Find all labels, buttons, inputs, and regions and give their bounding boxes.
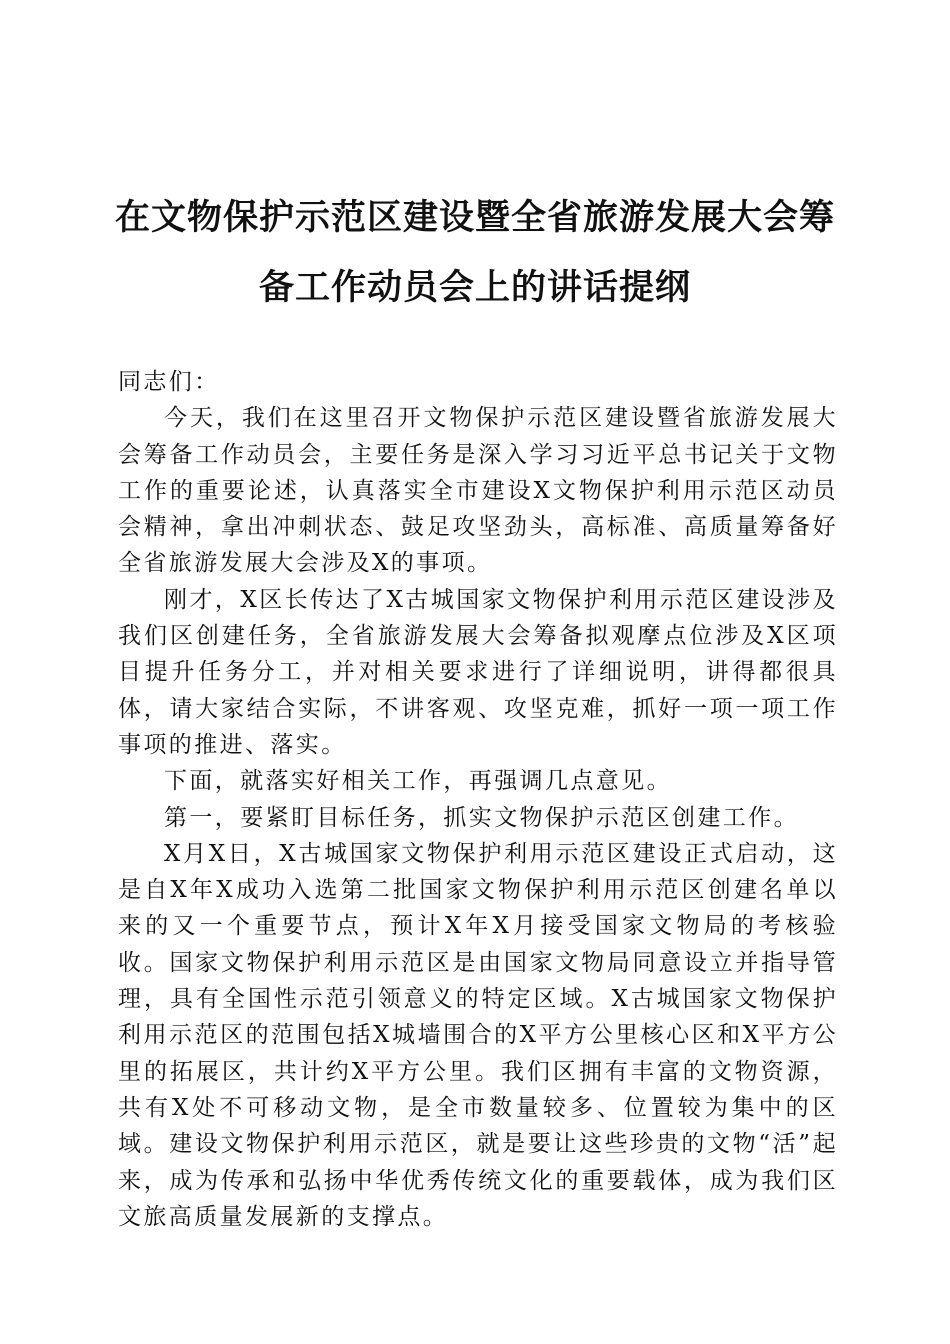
salutation: 同志们： xyxy=(118,369,220,395)
document-body xyxy=(118,364,838,1235)
document-title-line-2: 备工作动员会上的讲话提纲 xyxy=(258,267,691,308)
document-title-line-1: 在文物保护示范区建设暨全省旅游发展大会筹 xyxy=(114,197,835,238)
paragraph: 下面，就落实好相关工作，再强调几点意见。 xyxy=(164,768,672,795)
paragraph: 今天，我们在这里召开文物保护示范区建设暨省旅游发展大会筹备工作动员会，主要任务是深入学习习近平总书记关于文物工作的重要论述，认真落实全市建设X文物保护利用示范区动员会精神，拿出冲刺状态、鼓足攻坚劲头，高标准、高质量筹备好全省旅游发展大会涉及X的事项。 xyxy=(118,405,838,577)
paragraph: X月X日，X古城国家文物保护利用示范区建设正式启动，这是自X年X成功入选第二批国家文物保护利用示范区创建名单以来的又一个重要节点，预计X年X月接受国家文物局的考核验收。国家文物保护利用示范区是由国家文物局同意设立并指导管理，具有全国性示范引领意义的特定区域。X古城国家文物保护利用示范区的范围包括X城墙围合的X平方公里核心区和X平方公里的拓展区，共计约X平方公里。我们区拥有丰富的文物资源，共有X处不可移动文物，是全市数量较多、位置较为集中的区域。建设文物保护利用示范区，就是要让这些珍贵的文物“活”起来，成为传承和弘扬中华优秀传统文化的重要载体，成为我们区文旅高质量发展新的支撑点。 xyxy=(118,840,838,1230)
paragraph: 刚才，X区长传达了X古城国家文物保护利用示范区建设涉及我们区创建任务，全省旅游发展大会筹备拟观摩点位涉及X区项目提升任务分工，并对相关要求进行了详细说明，讲得都很具体，请大家结合实际，不讲客观、攻坚克难，抓好一项一项工作事项的推进、落实。 xyxy=(118,586,838,758)
section-heading: 第一，要紧盯目标任务，抓实文物保护示范区创建工作。 xyxy=(164,804,799,831)
